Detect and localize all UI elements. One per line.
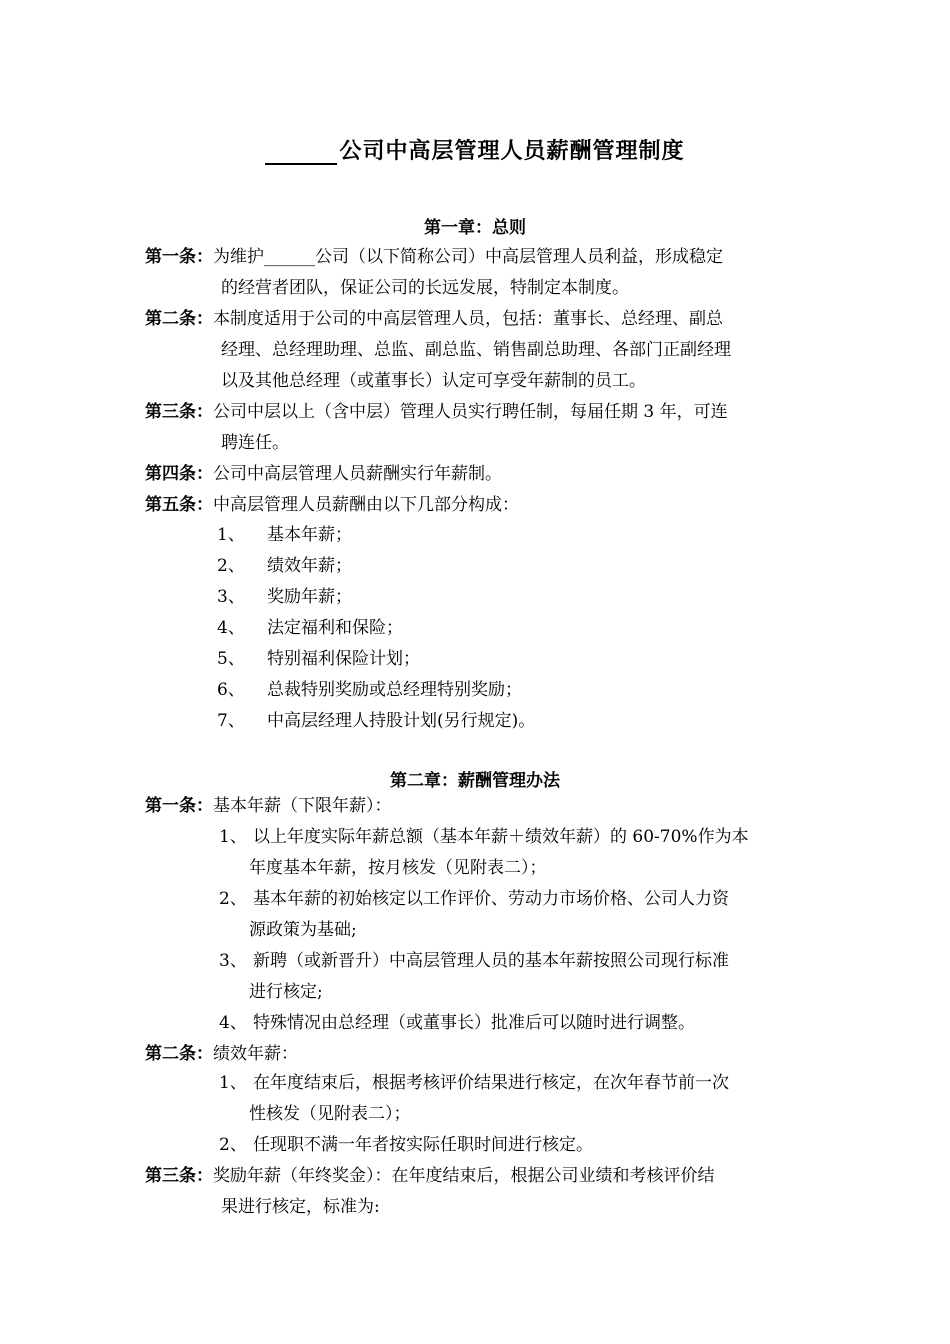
list-item <box>217 613 403 644</box>
sub-item-text: 基本年薪的初始核定以工作评价、劳动力市场价格、公司人力资 <box>253 889 729 909</box>
article-text: 奖励年薪（年终奖金）：在年度结束后，根据公司业绩和考核评价结 <box>213 1166 715 1186</box>
sub-item <box>219 1130 809 1161</box>
article-text: 公司中层以上（含中层）管理人员实行聘任制，每届任期 3 年，可连 <box>213 402 728 422</box>
list-item <box>217 675 522 706</box>
sub-item-number: 2、 <box>219 1135 247 1155</box>
title-blank <box>265 141 337 165</box>
item-number: 5、 <box>217 649 245 669</box>
item-text: 中高层经理人持股计划(另行规定)。 <box>267 711 536 731</box>
sub-item <box>219 884 809 915</box>
item-number: 1、 <box>217 525 245 545</box>
chapter-heading: 第一章：总则 <box>424 218 526 238</box>
sub-item-continuation: 年度基本年薪，按月核发（见附表二）； <box>249 858 547 878</box>
chapter-heading: 第二章：薪酬管理办法 <box>390 771 560 791</box>
item-number: 2、 <box>217 556 245 576</box>
sub-item-text: 新聘（或新晋升）中高层管理人员的基本年薪按照公司现行标准 <box>253 951 729 971</box>
sub-item-text: 以上年度实际年薪总额（基本年薪＋绩效年薪）的 60-70%作为本 <box>253 827 749 847</box>
article-4 <box>145 459 810 490</box>
sub-item-text: 在年度结束后，根据考核评价结果进行核定，在次年春节前一次 <box>253 1073 729 1093</box>
article-label: 第五条： <box>145 495 213 515</box>
article-continuation: 果进行核定，标准为: <box>221 1197 380 1217</box>
sub-item-number: 2、 <box>219 889 247 909</box>
item-text: 特别福利保险计划； <box>267 649 420 669</box>
article-3 <box>145 397 810 428</box>
article-label: 第二条： <box>145 1044 213 1064</box>
item-text: 绩效年薪； <box>267 556 352 576</box>
sub-item <box>219 1008 809 1039</box>
article-text: 公司中高层管理人员薪酬实行年薪制。 <box>213 464 502 484</box>
item-text: 总裁特别奖励或总经理特别奖励； <box>267 680 522 700</box>
article-label: 第一条： <box>145 247 213 267</box>
sub-item-continuation: 性核发（见附表二）； <box>249 1104 411 1124</box>
item-text: 奖励年薪； <box>267 587 352 607</box>
article-label: 第四条： <box>145 464 213 484</box>
sub-item-number: 3、 <box>219 951 247 971</box>
article-5 <box>145 490 810 521</box>
item-number: 4、 <box>217 618 245 638</box>
article-label: 第一条： <box>145 796 213 816</box>
chapter2-article-3 <box>145 1161 810 1192</box>
article-text: 基本年薪（下限年薪）： <box>213 796 392 816</box>
article-text: 本制度适用于公司的中高层管理人员，包括：董事长、总经理、副总 <box>213 309 723 329</box>
article-2 <box>145 304 810 335</box>
list-item <box>217 520 352 551</box>
list-item <box>217 551 352 582</box>
document-title <box>0 134 950 165</box>
sub-item-text: 特殊情况由总经理（或董事长）批准后可以随时进行调整。 <box>253 1013 695 1033</box>
item-number: 6、 <box>217 680 245 700</box>
article-continuation: 聘连任。 <box>221 433 289 453</box>
sub-item <box>219 822 809 853</box>
chapter2-article-2 <box>145 1039 810 1070</box>
item-number: 3、 <box>217 587 245 607</box>
article-label: 第二条： <box>145 309 213 329</box>
article-continuation: 以及其他总经理（或董事长）认定可享受年薪制的员工。 <box>221 371 646 391</box>
article-1 <box>145 242 810 273</box>
sub-item <box>219 1068 809 1099</box>
list-item <box>217 706 535 737</box>
list-item <box>217 582 352 613</box>
sub-item-text: 任现职不满一年者按实际任职时间进行核定。 <box>253 1135 593 1155</box>
sub-item-number: 1、 <box>219 827 247 847</box>
article-continuation: 的经营者团队，保证公司的长远发展，特制定本制度。 <box>221 278 629 298</box>
sub-item <box>219 946 809 977</box>
item-text: 法定福利和保险； <box>267 618 403 638</box>
item-number: 7、 <box>217 711 245 731</box>
sub-item-number: 1、 <box>219 1073 247 1093</box>
article-text: 中高层管理人员薪酬由以下几部分构成： <box>213 495 519 515</box>
chapter2-article-1 <box>145 791 810 822</box>
sub-item-number: 4、 <box>219 1013 247 1033</box>
article-text: 绩效年薪： <box>213 1044 298 1064</box>
article-label: 第三条： <box>145 1166 213 1186</box>
article-text: 为维护______公司（以下简称公司）中高层管理人员利益，形成稳定 <box>213 247 723 267</box>
sub-item-continuation: 进行核定; <box>249 982 323 1002</box>
sub-item-continuation: 源政策为基础; <box>249 920 357 940</box>
article-label: 第三条： <box>145 402 213 422</box>
item-text: 基本年薪； <box>267 525 352 545</box>
title-text: 公司中高层管理人员薪酬管理制度 <box>339 139 685 164</box>
list-item <box>217 644 420 675</box>
article-continuation: 经理、总经理助理、总监、副总监、销售副总助理、各部门正副经理 <box>221 340 731 360</box>
